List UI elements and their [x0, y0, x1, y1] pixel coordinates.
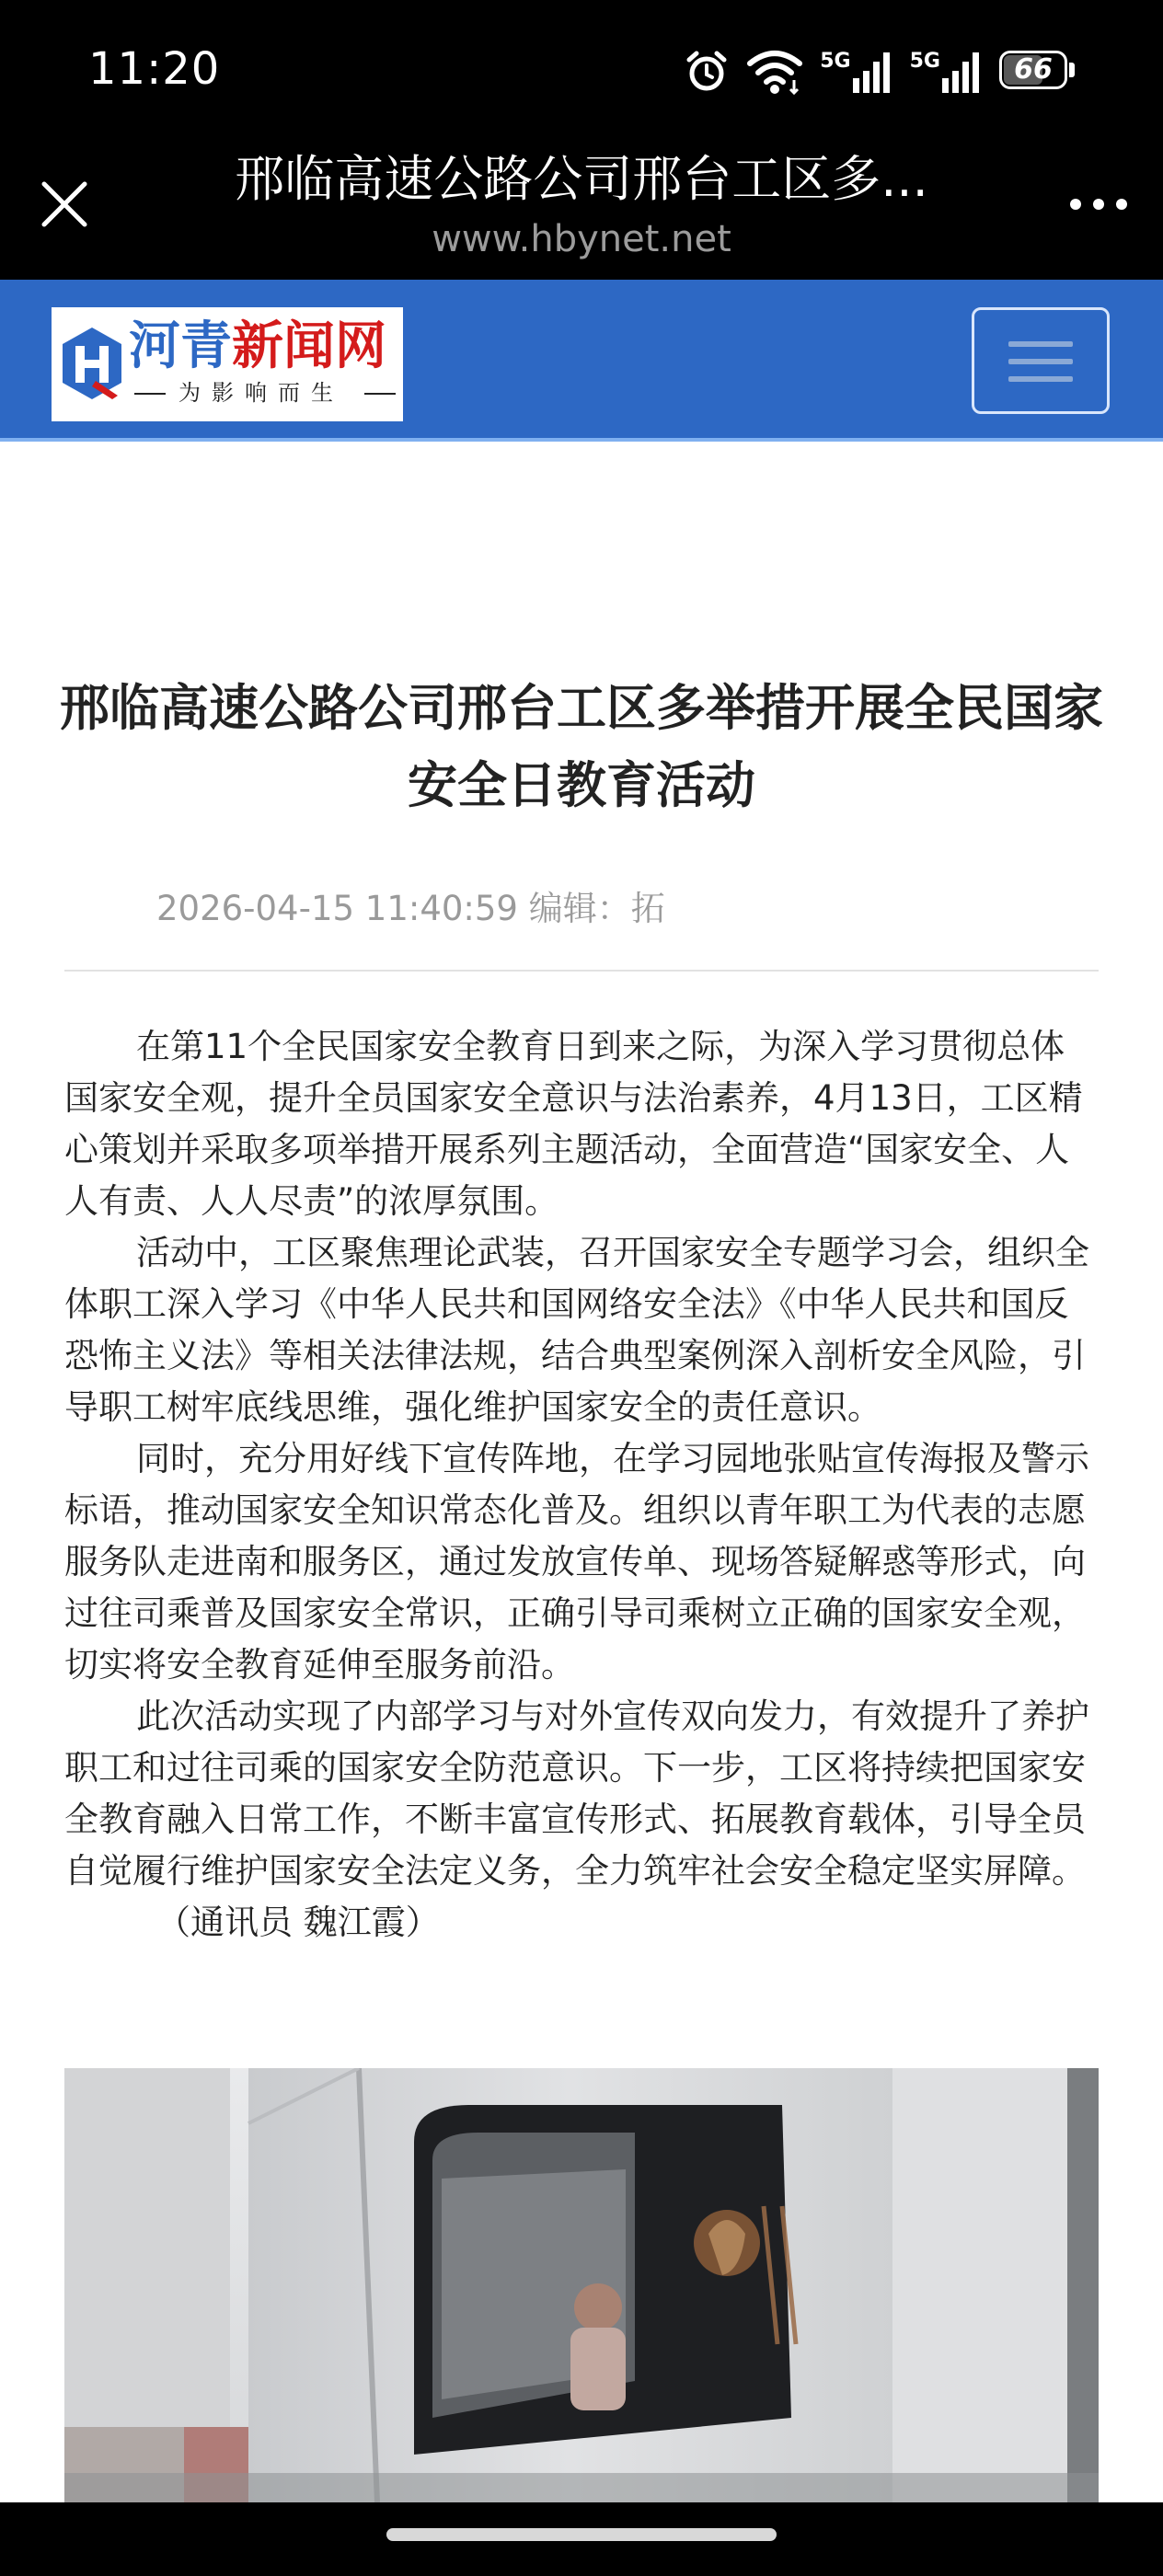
wifi-icon	[746, 49, 803, 95]
cellular-signal-icon	[910, 51, 983, 93]
network-type-label: 5G	[909, 50, 940, 73]
page-url: www.hbynet.net	[432, 218, 731, 260]
battery-icon	[999, 51, 1078, 93]
status-bar	[0, 0, 1163, 129]
article-paragraph: 同时，充分用好线下宣传阵地，在学习园地张贴宣传海报及警示标语，推动国家安全知识常态化普及。组织以青年职工为代表的志愿服务队走进南和服务区，通过发放宣传单、现场答疑解惑等形式，向过往司乘普及国家安全常识，正确引导司乘树立正确的国家安全观，切实将安全教育延伸至服务前沿。	[64, 1439, 1089, 1685]
more-options-button[interactable]	[1062, 167, 1135, 241]
article-title: 邢临高速公路公司邢台工区多举措开展全民国家安全日教育活动	[60, 679, 1103, 814]
more-icon	[1068, 197, 1129, 212]
system-navigation-bar	[0, 2502, 1163, 2576]
status-time: 11:20	[88, 43, 221, 95]
logo-name: 河青新闻网	[129, 316, 386, 376]
menu-button[interactable]	[972, 307, 1110, 414]
page-title: 邢临高速公路公司邢台工区多...	[235, 150, 928, 208]
article-body	[64, 1021, 1099, 1949]
home-indicator[interactable]	[386, 2528, 777, 2541]
close-icon	[40, 180, 88, 228]
alarm-icon	[684, 49, 730, 95]
status-icons	[684, 46, 1078, 98]
browser-toolbar	[0, 129, 1163, 280]
article-paragraph: 活动中，工区聚焦理论武装，召开国家安全专题学习会，组织全体职工深入学习《中华人民共和国网络安全法》《中华人民共和国反恐怖主义法》等相关法律法规，结合典型案例深入剖析安全风险，引导职工树牢底线思维，强化维护国家安全的责任意识。	[64, 1233, 1089, 1427]
article-photo	[64, 2068, 1099, 2502]
logo-slogan: 为影响而生	[178, 380, 344, 406]
truck-photo-image	[64, 2068, 1099, 2502]
logo-mark-icon	[59, 326, 125, 403]
article-paragraph: 此次活动实现了内部学习与对外宣传双向发力，有效提升了养护职工和过往司乘的国家安全防范意识。下一步，工区将持续把国家安全教育融入日常工作，不断丰富宣传形式、拓展教育载体，引导全员自觉履行维护国家安全法定义务，全力筑牢社会安全稳定坚实屏障。	[64, 1696, 1089, 1891]
close-button[interactable]	[28, 167, 101, 241]
site-logo[interactable]	[52, 307, 403, 421]
article-paragraph: 在第11个全民国家安全教育日到来之际，为深入学习贯彻总体国家安全观，提升全员国家安全意识与法治素养，4月13日，工区精心策划并采取多项举措开展系列主题活动，全面营造“国家安全、人人有责、人人尽责”的浓厚氛围。	[64, 1027, 1083, 1221]
article-meta: 2026-04-15 11:40:59 编辑：拓	[156, 889, 665, 928]
cellular-signal-icon	[820, 51, 892, 93]
article-byline: （通讯员 魏江霞）	[156, 1903, 440, 1942]
site-header	[0, 280, 1163, 442]
battery-percentage: 66	[1014, 53, 1053, 86]
network-type-label: 5G	[820, 50, 851, 73]
divider	[64, 970, 1099, 972]
